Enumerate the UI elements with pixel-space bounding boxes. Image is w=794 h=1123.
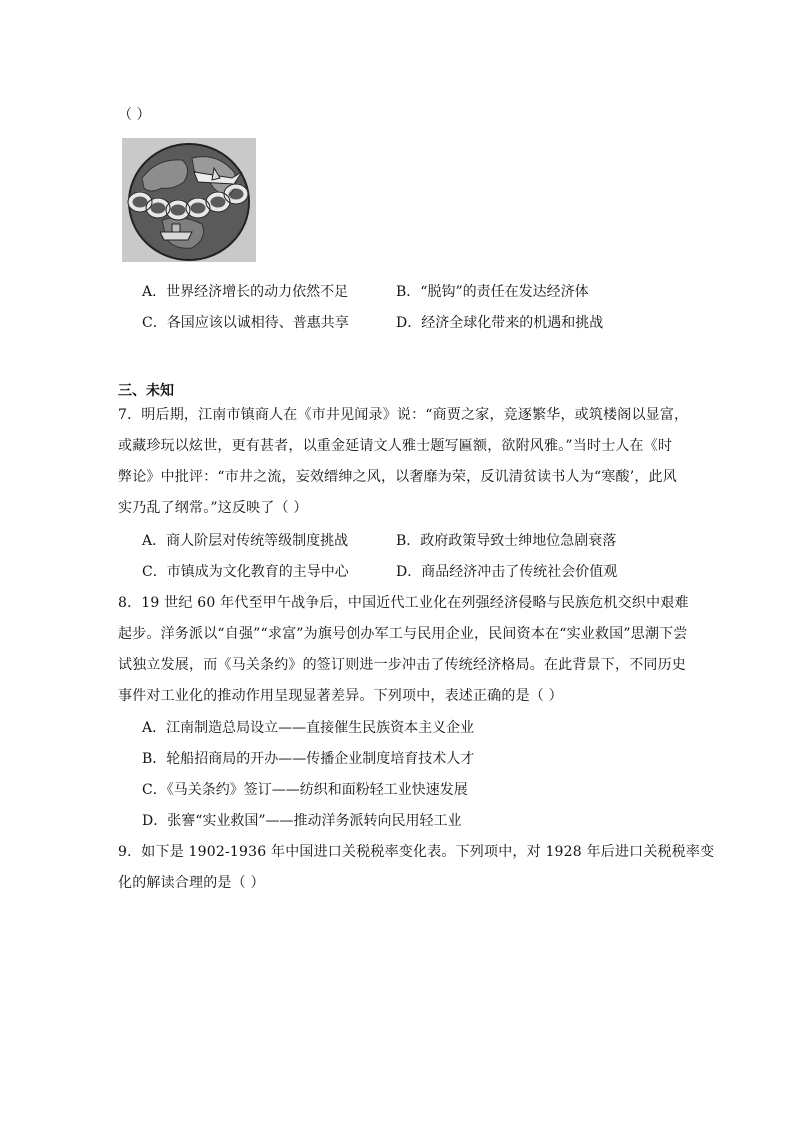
q9-stem-line-2: 化的解读合理的是（ ） [118, 875, 265, 891]
q8-stem-line-3: 试独立发展，而《马关条约》的签订则进一步冲击了传统经济格局。在此背景下，不同历史 [118, 657, 686, 673]
q8-stem-line-1: 8．19 世纪 60 年代至甲午战争后，中国近代工业化在列强经济侵略与民族危机交织中艰难 [118, 595, 689, 611]
q6-option-c[interactable]: C．各国应该以诚相待、普惠共享 [142, 315, 349, 331]
q6-answer-bracket: （ ） [118, 107, 151, 123]
q9-stem-line-1: 9．如下是 1902-1936 年中国进口关税税率变化表。下列项中，对 1928 年后进口关税税率变 [118, 844, 715, 860]
q7-option-c[interactable]: C．市镇成为文化教育的主导中心 [142, 564, 349, 580]
q8-option-b[interactable]: B．轮船招商局的开办——传播企业制度培育技术人才 [142, 751, 475, 767]
q7-option-b[interactable]: B．政府政策导致士绅地位急剧衰落 [396, 533, 617, 549]
q8-option-c[interactable]: C．《马关条约》签订——纺织和面粉轻工业快速发展 [142, 782, 468, 798]
q7-stem-line-1: 7．明后期，江南市镇商人在《市井见闻录》说：“商贾之家，竞逐繁华，或筑楼阁以显富， [118, 407, 689, 423]
q7-stem-line-2: 或藏珍玩以炫世，更有甚者，以重金延请文人雅士题写匾额，欲附风雅。”当时士人在《时 [118, 438, 673, 454]
q6-option-a[interactable]: A．世界经济增长的动力依然不足 [142, 284, 349, 300]
q7-stem-line-4: 实乃乱了纲常。”这反映了（ ） [118, 500, 308, 516]
q6-option-d[interactable]: D．经济全球化带来的机遇和挑战 [396, 315, 604, 331]
globe-chain-cartoon [122, 138, 256, 262]
q8-stem-line-2: 起步。洋务派以“自强”“求富”为旗号创办军工与民用企业，民间资本在“实业救国”思潮下尝 [118, 626, 688, 642]
q8-option-d[interactable]: D．张謇“实业救国”——推动洋务派转向民用轻工业 [142, 813, 462, 829]
q7-option-d[interactable]: D．商品经济冲击了传统社会价值观 [396, 564, 618, 580]
q7-option-a[interactable]: A．商人阶层对传统等级制度挑战 [142, 533, 349, 549]
q8-option-a[interactable]: A．江南制造总局设立——直接催生民族资本主义企业 [142, 720, 475, 736]
section-title: 三、未知 [118, 383, 174, 399]
globe-cartoon-icon [122, 138, 256, 262]
q7-stem-line-3: 弊论》中批评：“市井之流，妄效缙绅之风，以奢靡为荣，反讥清贫读书人为“寒酸’，此风 [118, 469, 677, 485]
q8-stem-line-4: 事件对工业化的推动作用呈现显著差异。下列项中，表述正确的是（ ） [118, 688, 563, 704]
q6-option-b[interactable]: B．“脱钩”的责任在发达经济体 [396, 284, 589, 300]
